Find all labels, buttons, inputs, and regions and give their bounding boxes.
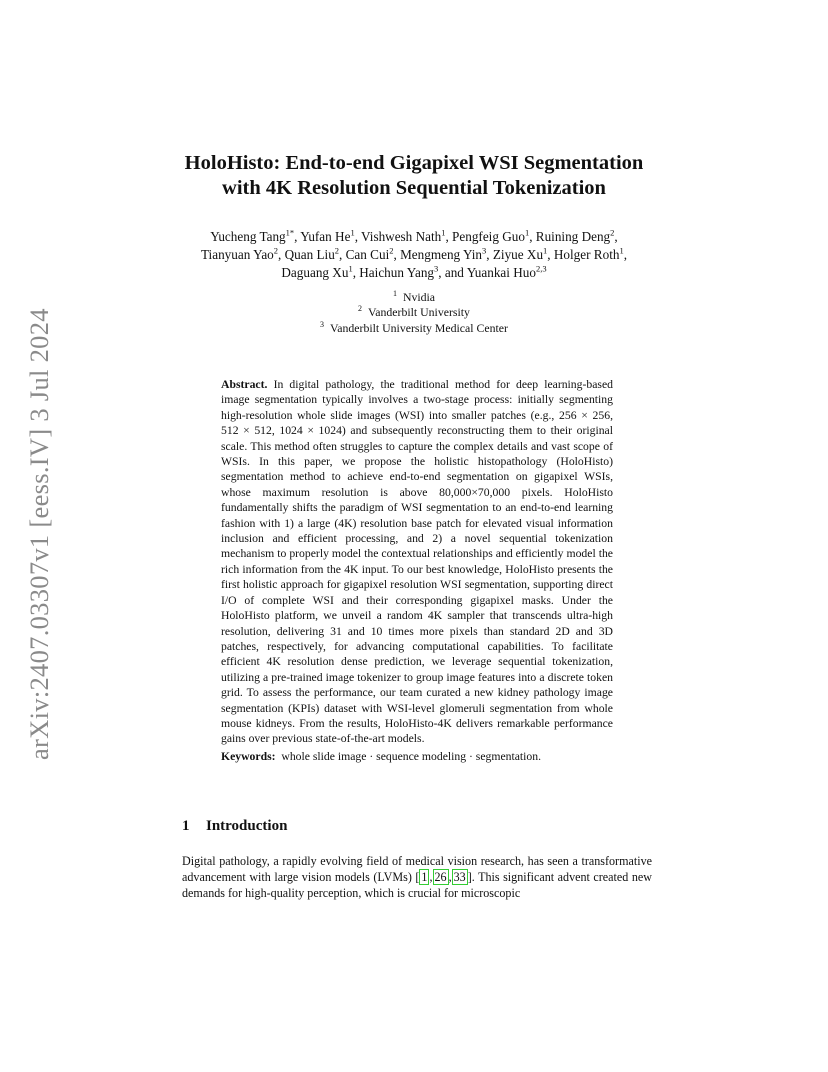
keywords-label: Keywords: [221, 750, 276, 763]
author-affiliation-marker: 1 [350, 227, 355, 238]
author-separator: , [393, 247, 401, 262]
author-separator: , [486, 247, 493, 262]
author-separator: , [339, 247, 346, 262]
author-name: Tianyuan Yao [200, 247, 274, 262]
author-name: Pengfeig Guo [452, 229, 525, 244]
author-name: Yuankai Huo [466, 265, 536, 280]
affiliation-3: $^3$ Vanderbilt University Medical Center [320, 319, 508, 335]
section-title: Introduction [206, 818, 288, 834]
author-name: Holger Roth [553, 247, 620, 262]
author-separator: , [278, 247, 285, 262]
abstract-text: In digital pathology, the traditional method for deep learning-based image segmentation typically involves a two-stage process: initially segmenting high-resolution whole slide images (WSI) into smaller patches (e.g., 256 × 256, 512 × 512, 1024 × 1024) and subsequently reconstructing them to their original scale. This method often struggles to capture the complex details and vast scope of WSIs. In this paper, we propose the holistic histopathology (HoloHisto) segmentation method to achieve end-to-end segmentation on gigapixel WSIs, whose maximum resolution is above 80,000×70,000 pixels. HoloHisto fundamentally shifts the paradigm of WSI segmentation to an end-to-end learning fashion with 1) a large (4K) resolution base patch for elevated visual information inclusion and efficient processing, and 2) a novel sequential tokenization mechanism to properly model the contextual relationships and efficiently model the rich information from the 4K input. To our best knowledge, HoloHisto presents the first holistic approach for gigapixel resolution WSI segmentation, supporting direct I/O of complete WSI and their corresponding gigapixel masks. Under the HoloHisto platform, we unveil a random 4K sampler that transcends ultra-high resolution, delivering 31 and 10 times more pixels than standard 2D and 3D patches, respectively, for advancing computational capabilities. To facilitate efficient 4K resolution dense prediction, we leverage sequential tokenization, utilizing a pre-trained image tokenizer to group image features into a discrete token grid. To assess the performance, our team curated a new kidney pathology image segmentation (KPIs) dataset with WSI-level glomeruli segmentation from whole mouse kidneys. From the results, HoloHisto-4K delivers remarkable performance gains over previous state-of-the-art models. [221, 378, 613, 746]
citation-link[interactable]: 1 [421, 869, 428, 884]
intro-text-after: ]. This significant advent created new demands for high-quality perception, which is crucial for microscopic [182, 869, 652, 900]
author-separator: , [547, 247, 554, 262]
author-affiliation-marker: 1 [619, 245, 624, 256]
author-affiliation-marker: 2 [610, 227, 615, 238]
author-affiliation-marker: 1 [543, 245, 548, 256]
author-separator: , [354, 229, 362, 244]
author-affiliation-marker: 2,3 [535, 263, 547, 274]
author-separator: , [623, 247, 628, 262]
author-name: Vishwesh Nath [361, 229, 442, 244]
arxiv-identifier-stamp: arXiv:2407.03307v1 [eess.IV] 3 Jul 2024 [24, 308, 54, 760]
author-name: Mengmeng Yin [400, 247, 483, 262]
author-separator: , and [438, 265, 467, 280]
author-affiliation-marker: 2 [389, 245, 394, 256]
author-separator: , [294, 229, 301, 244]
title-line-1: HoloHisto: End-to-end Gigapixel WSI Segmentation [184, 152, 644, 174]
affiliation-1: $^1$ Nvidia [392, 289, 436, 304]
author-name: Haichun Yang [359, 265, 435, 280]
affiliations [214, 290, 614, 336]
author-separator: , [614, 229, 618, 244]
author-separator: , [445, 229, 453, 244]
author-separator: , [529, 229, 536, 244]
introduction-paragraph: Digital pathology, a rapidly evolving field of medical vision research, has seen a transformative advancement with large vision models (LVMs) [ 1 , 26 , 33 ]. This significant advent created new demands for high-quality perception, which is crucial for microscopic [182, 854, 652, 900]
citation-link[interactable]: 33 [453, 869, 466, 884]
author-name: Can Cui [345, 247, 390, 262]
author-name: Yufan He [300, 229, 351, 244]
author-name: Ruining Deng [535, 229, 611, 244]
affiliation-2: $^2$ Vanderbilt University [358, 304, 470, 320]
author-separator: , [352, 265, 360, 280]
intro-text-before: Digital pathology, a rapidly evolving field of medical vision research, has seen a transformative advancement with large vision models (LVMs) [ [182, 854, 652, 884]
section-heading-introduction [182, 818, 287, 835]
author-affiliation-marker: 3 [482, 245, 487, 256]
author-affiliation-marker: 3 [434, 263, 439, 274]
section-number: 1 [182, 818, 190, 834]
abstract-label: Abstract. [221, 378, 268, 391]
abstract [221, 377, 613, 747]
keywords [221, 749, 613, 764]
citation-link[interactable]: 26 [434, 869, 447, 884]
title-line-2: with 4K Resolution Sequential Tokenization [222, 177, 606, 199]
author-affiliation-marker: 1 [348, 263, 353, 274]
author-affiliation-marker: 1 [441, 227, 446, 238]
paper-title [120, 151, 708, 201]
author-affiliation-marker: 1* [285, 227, 295, 238]
author-affiliation-marker: 1 [524, 227, 530, 238]
author-name: Ziyue Xu [492, 247, 544, 262]
author-name: Quan Liu [284, 247, 335, 262]
author-name: Yucheng Tang [210, 229, 286, 244]
author-name: Daguang Xu [281, 265, 349, 280]
author-affiliation-marker: 2 [273, 245, 279, 256]
author-list [150, 228, 678, 282]
keywords-text: whole slide image · sequence modeling · segmentation. [281, 750, 542, 763]
author-affiliation-marker: 2 [334, 245, 340, 256]
